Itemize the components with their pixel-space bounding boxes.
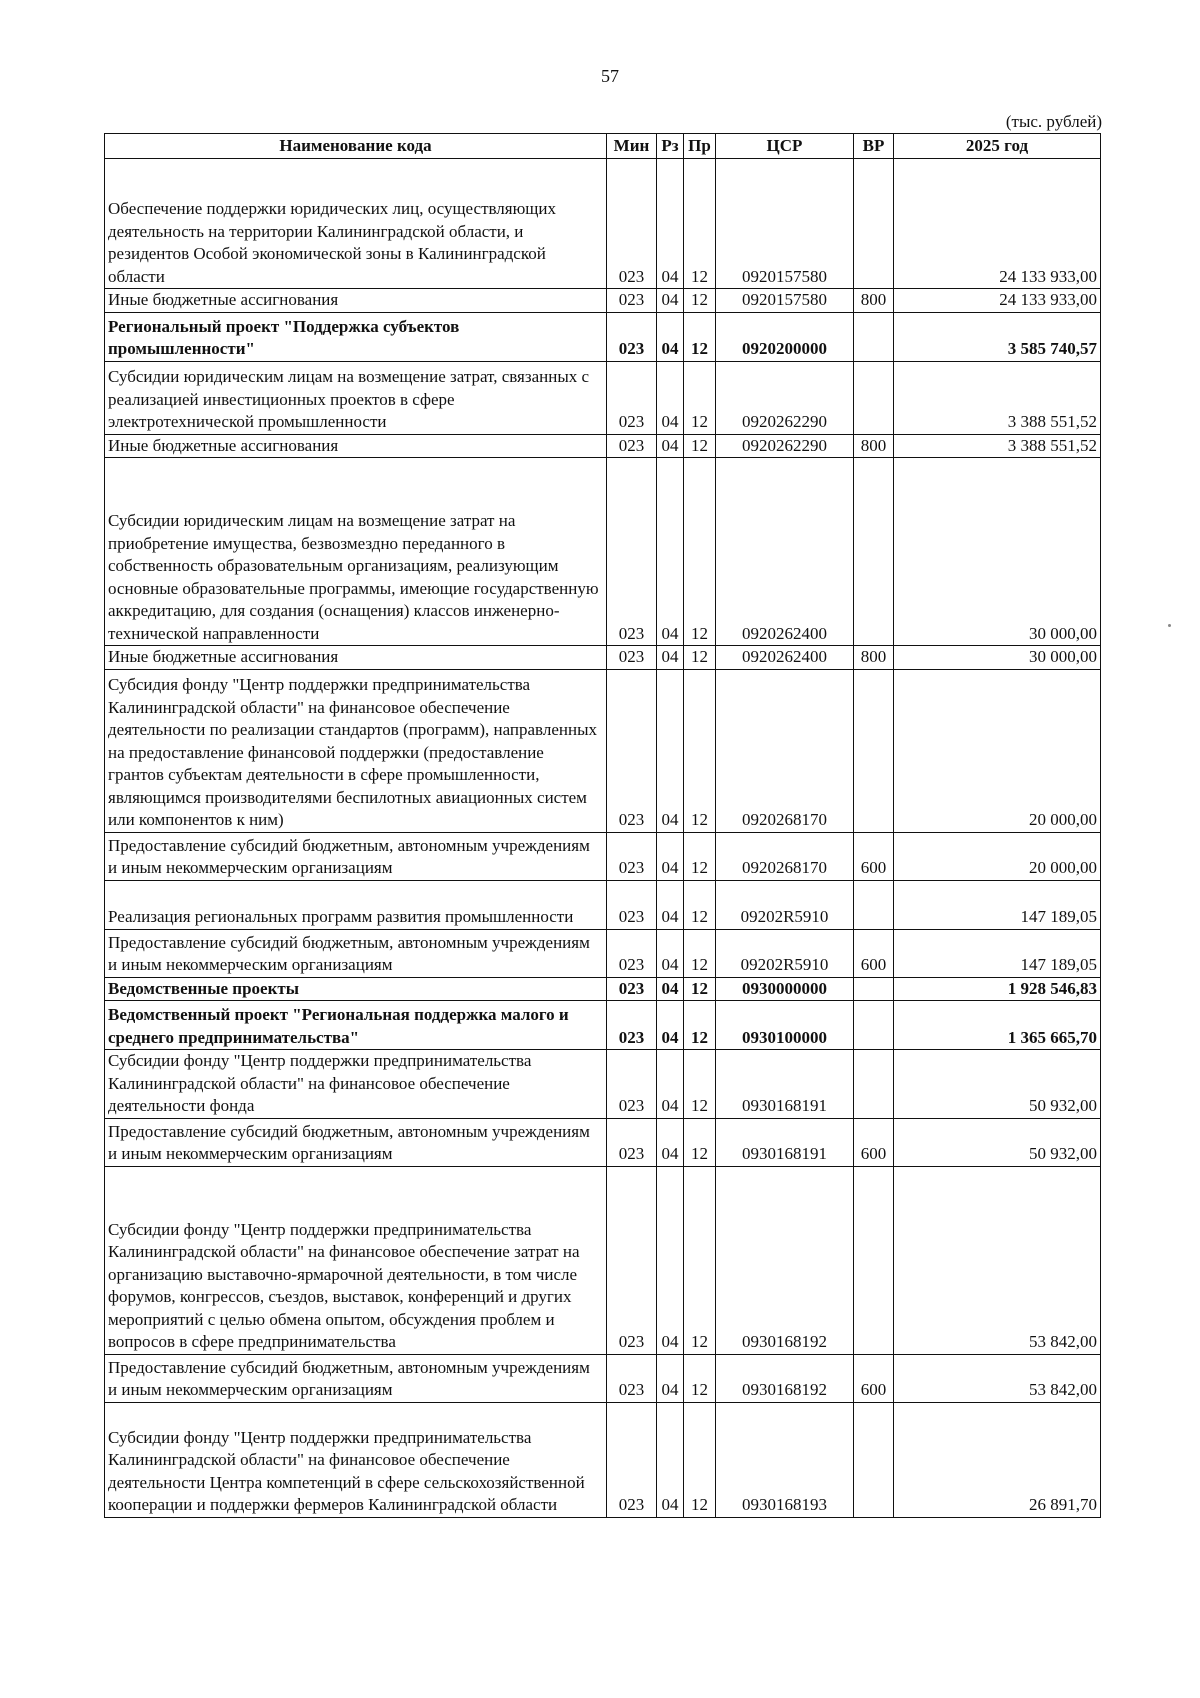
header-name: Наименование кода (105, 134, 607, 159)
row-csr: 0920262290 (716, 361, 854, 434)
row-rz: 04 (657, 361, 684, 434)
row-pr: 12 (684, 458, 716, 646)
row-pr: 12 (684, 1402, 716, 1517)
row-pr: 12 (684, 1166, 716, 1354)
row-rz: 04 (657, 1118, 684, 1166)
table-row (105, 1001, 1101, 1050)
row-name: Ведомственные проекты (105, 977, 607, 1001)
table-row (105, 977, 1101, 1001)
row-csr: 0930168192 (716, 1166, 854, 1354)
row-csr: 0920268170 (716, 669, 854, 832)
row-min: 023 (607, 289, 657, 313)
row-name: Ведомственный проект "Региональная поддержка малого и среднего предпринимательства" (105, 1001, 607, 1050)
header-min: Мин (607, 134, 657, 159)
row-name: Иные бюджетные ассигнования (105, 434, 607, 458)
row-sum: 26 891,70 (894, 1402, 1101, 1517)
row-vr: 800 (854, 434, 894, 458)
row-name: Предоставление субсидий бюджетным, автономным учреждениям и иным некоммерческим организациям (105, 1354, 607, 1402)
row-vr: 600 (854, 1354, 894, 1402)
header-rz: Рз (657, 134, 684, 159)
row-rz: 04 (657, 1050, 684, 1119)
table-header-row (105, 134, 1101, 159)
row-min: 023 (607, 1402, 657, 1517)
row-rz: 04 (657, 434, 684, 458)
row-rz: 04 (657, 832, 684, 880)
row-pr: 12 (684, 159, 716, 289)
row-rz: 04 (657, 977, 684, 1001)
row-rz: 04 (657, 1402, 684, 1517)
row-sum: 147 189,05 (894, 929, 1101, 977)
row-pr: 12 (684, 289, 716, 313)
header-pr: Пр (684, 134, 716, 159)
scan-speck (1168, 624, 1171, 627)
row-sum: 24 133 933,00 (894, 159, 1101, 289)
table-row (105, 458, 1101, 646)
row-vr (854, 880, 894, 929)
units-label: (тыс. рублей) (1005, 112, 1102, 131)
row-csr: 09202R5910 (716, 880, 854, 929)
header-csr: ЦСР (716, 134, 854, 159)
row-min: 023 (607, 458, 657, 646)
row-pr: 12 (684, 977, 716, 1001)
row-name: Субсидии фонду "Центр поддержки предпринимательства Калининградской области" на финансовое обеспечение затрат на организацию выставочно-ярмарочной деятельности, в том числе форумов, конгрессов, съездов, выставок, конференций и других мероприятий с целью обмена опытом, обсуждения проблем и вопросов в сфере предпринимательства (105, 1166, 607, 1354)
row-vr: 800 (854, 289, 894, 313)
row-csr: 0930168191 (716, 1050, 854, 1119)
budget-table (104, 133, 1101, 1518)
table-row (105, 832, 1101, 880)
row-vr (854, 361, 894, 434)
row-rz: 04 (657, 880, 684, 929)
header-vr: ВР (854, 134, 894, 159)
row-vr (854, 669, 894, 832)
row-min: 023 (607, 1118, 657, 1166)
header-year: 2025 год (894, 134, 1101, 159)
row-name: Субсидия фонду "Центр поддержки предпринимательства Калининградской области" на финансовое обеспечение деятельности по реализации стандартов (программ), направленных на предоставление финансовой поддержки (предоставление грантов субъектам деятельности в сфере промышленности, являющимся производителями беспилотных авиационных систем или компонентов к ним) (105, 669, 607, 832)
row-pr: 12 (684, 1050, 716, 1119)
row-pr: 12 (684, 361, 716, 434)
row-name: Обеспечение поддержки юридических лиц, осуществляющих деятельность на территории Калининградской области, и резидентов Особой экономической зоны в Калининградской области (105, 159, 607, 289)
row-name: Субсидии юридическим лицам на возмещение затрат, связанных с реализацией инвестиционных проектов в сфере электротехнической промышленности (105, 361, 607, 434)
row-pr: 12 (684, 434, 716, 458)
row-min: 023 (607, 312, 657, 361)
row-min: 023 (607, 1050, 657, 1119)
row-sum: 50 932,00 (894, 1118, 1101, 1166)
row-name: Субсидии юридическим лицам на возмещение затрат на приобретение имущества, безвозмездно переданного в собственность образовательным организациям, реализующим основные образовательные программы, имеющие государственную аккредитацию, для создания (оснащения) классов инженерно-технической направленности (105, 458, 607, 646)
row-vr: 600 (854, 1118, 894, 1166)
table-row (105, 159, 1101, 289)
row-csr: 0920262400 (716, 646, 854, 670)
row-vr: 800 (854, 646, 894, 670)
row-min: 023 (607, 929, 657, 977)
row-sum: 3 388 551,52 (894, 361, 1101, 434)
row-name: Субсидии фонду "Центр поддержки предпринимательства Калининградской области" на финансовое обеспечение деятельности Центра компетенций в сфере сельскохозяйственной кооперации и поддержки фермеров Калининградской области (105, 1402, 607, 1517)
row-csr: 09202R5910 (716, 929, 854, 977)
row-name: Предоставление субсидий бюджетным, автономным учреждениям и иным некоммерческим организациям (105, 929, 607, 977)
row-csr: 0930000000 (716, 977, 854, 1001)
row-min: 023 (607, 669, 657, 832)
row-name: Предоставление субсидий бюджетным, автономным учреждениям и иным некоммерческим организациям (105, 1118, 607, 1166)
row-name: Предоставление субсидий бюджетным, автономным учреждениям и иным некоммерческим организациям (105, 832, 607, 880)
table-row (105, 289, 1101, 313)
row-sum: 53 842,00 (894, 1354, 1101, 1402)
row-name: Субсидии фонду "Центр поддержки предпринимательства Калининградской области" на финансовое обеспечение деятельности фонда (105, 1050, 607, 1119)
table-row (105, 312, 1101, 361)
table-row (105, 361, 1101, 434)
table-row (105, 434, 1101, 458)
row-pr: 12 (684, 880, 716, 929)
row-sum: 1 928 546,83 (894, 977, 1101, 1001)
row-rz: 04 (657, 669, 684, 832)
row-name: Иные бюджетные ассигнования (105, 646, 607, 670)
row-csr: 0930168193 (716, 1402, 854, 1517)
row-csr: 0920262400 (716, 458, 854, 646)
row-csr: 0920268170 (716, 832, 854, 880)
row-min: 023 (607, 646, 657, 670)
row-rz: 04 (657, 1001, 684, 1050)
row-vr (854, 1001, 894, 1050)
row-min: 023 (607, 832, 657, 880)
table-row (105, 646, 1101, 670)
table-row (105, 1118, 1101, 1166)
row-vr (854, 977, 894, 1001)
table-row (105, 880, 1101, 929)
row-csr: 0920157580 (716, 289, 854, 313)
row-vr (854, 1050, 894, 1119)
row-csr: 0930100000 (716, 1001, 854, 1050)
row-csr: 0930168192 (716, 1354, 854, 1402)
row-sum: 147 189,05 (894, 880, 1101, 929)
row-rz: 04 (657, 1354, 684, 1402)
row-min: 023 (607, 1001, 657, 1050)
row-min: 023 (607, 434, 657, 458)
row-name: Иные бюджетные ассигнования (105, 289, 607, 313)
row-name: Региональный проект "Поддержка субъектов промышленности" (105, 312, 607, 361)
row-sum: 20 000,00 (894, 669, 1101, 832)
row-rz: 04 (657, 289, 684, 313)
row-pr: 12 (684, 1118, 716, 1166)
row-rz: 04 (657, 929, 684, 977)
row-vr (854, 458, 894, 646)
row-pr: 12 (684, 646, 716, 670)
row-min: 023 (607, 361, 657, 434)
row-pr: 12 (684, 669, 716, 832)
row-vr: 600 (854, 832, 894, 880)
row-vr (854, 312, 894, 361)
table-row (105, 1354, 1101, 1402)
row-csr: 0920200000 (716, 312, 854, 361)
row-sum: 20 000,00 (894, 832, 1101, 880)
row-pr: 12 (684, 312, 716, 361)
row-min: 023 (607, 977, 657, 1001)
row-sum: 30 000,00 (894, 646, 1101, 670)
row-min: 023 (607, 159, 657, 289)
row-rz: 04 (657, 646, 684, 670)
row-min: 023 (607, 1166, 657, 1354)
row-sum: 24 133 933,00 (894, 289, 1101, 313)
row-csr: 0930168191 (716, 1118, 854, 1166)
row-vr (854, 1166, 894, 1354)
row-sum: 3 388 551,52 (894, 434, 1101, 458)
row-sum: 53 842,00 (894, 1166, 1101, 1354)
row-pr: 12 (684, 1001, 716, 1050)
row-csr: 0920157580 (716, 159, 854, 289)
row-vr (854, 159, 894, 289)
row-rz: 04 (657, 159, 684, 289)
table-row (105, 1166, 1101, 1354)
row-pr: 12 (684, 1354, 716, 1402)
table-row (105, 929, 1101, 977)
row-sum: 1 365 665,70 (894, 1001, 1101, 1050)
row-rz: 04 (657, 458, 684, 646)
table-row (105, 1402, 1101, 1517)
row-min: 023 (607, 1354, 657, 1402)
page-number: 57 (601, 66, 619, 86)
row-pr: 12 (684, 929, 716, 977)
row-pr: 12 (684, 832, 716, 880)
row-rz: 04 (657, 312, 684, 361)
row-sum: 30 000,00 (894, 458, 1101, 646)
row-csr: 0920262290 (716, 434, 854, 458)
row-rz: 04 (657, 1166, 684, 1354)
row-vr (854, 1402, 894, 1517)
row-sum: 3 585 740,57 (894, 312, 1101, 361)
row-sum: 50 932,00 (894, 1050, 1101, 1119)
row-vr: 600 (854, 929, 894, 977)
table-row (105, 1050, 1101, 1119)
row-min: 023 (607, 880, 657, 929)
table-row (105, 669, 1101, 832)
row-name: Реализация региональных программ развития промышленности (105, 880, 607, 929)
